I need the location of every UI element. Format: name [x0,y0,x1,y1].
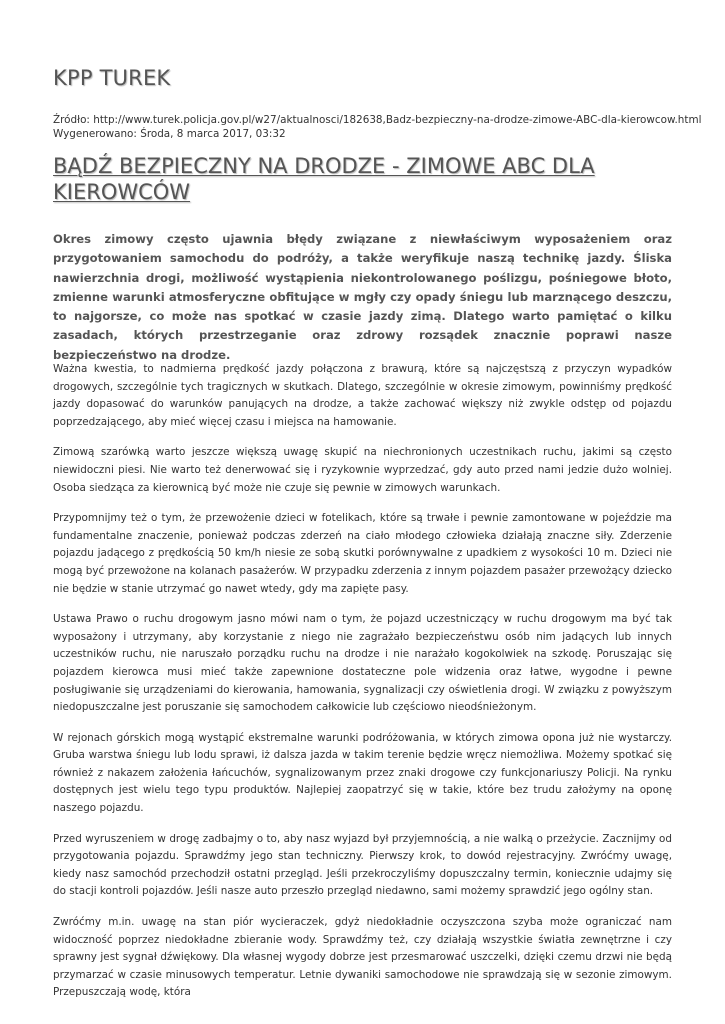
paragraph: Ważna kwestia, to nadmierna prędkość jazdy połączona z brawurą, które są najczęstszą z przyczyn wypadków drogowych, szczególnie tych tragicznych w skutkach. Dlatego, szczególnie w okresie zimowym, powinniśmy prędkość jazdy dopasować do warunków panujących na drodze, a także zachować większy niż zwykle odstęp od pojazdu poprzedzającego, aby mieć więcej czasu i miejsca na hamowanie. [53,363,672,428]
paragraph: W rejonach górskich mogą wystąpić ekstremalne warunki podróżowania, w których zimowa opona już nie wystarczy. Gruba warstwa śniegu lub lodu sprawi, iż dalsza jazda w takim terenie będzie wręcz niemożliwa. Możemy spotkać się również z nakazem założenia łańcuchów, sygnalizowanym przez znaki drogowe czy funkcjonariuszy Policji. Na rynku dostępnych jest wielu tego typu produktów. Najlepiej zaopatrzyć się w takie, które bez trudu założymy na oponę naszego pojazdu. [53,731,672,815]
site-title: KPP TUREK [53,66,171,90]
article-body [53,361,672,1015]
paragraph: Przypomnijmy też o tym, że przewożenie dzieci w fotelikach, które są trwałe i pewnie zamontowane w pojeździe ma fundamentalne znaczenie, ponieważ podczas zderzeń na ciało młodego człowieka działają znaczne siły. Zderzenie pojazdu jadącego z prędkością 50 km/h niesie ze sobą skutki porównywalne z upadkiem z wysokości 10 m. Dzieci nie mogą być przewożone na kolanach pasażerów. W przypadku zderzenia z innym pojazdem pasażer przewożący dziecko nie będzie w stanie utrzymać go nawet wtedy, gdy ma zapięte pasy. [53,512,672,595]
article-lead: Okres zimowy często ujawnia błędy związane z niewłaściwym wyposażeniem oraz przygotowaniem samochodu do podróży, a także weryfikuje naszą technikę jazdy. Śliska nawierzchnia drogi, możliwość wystąpienia niekontrolowanego poślizgu, pośniegowe błoto, zmienne warunki atmosferyczne obfitujące w mgły czy opady śniegu lub marznącego deszczu, to najgorsze, co może nas spotkać w czasie jazdy zimą. Dlatego warto pamiętać o kilku zasadach, których przestrzeganie oraz zdrowy rozsądek znacznie poprawi nasze bezpieczeństwo na drodze. [53,232,672,362]
article-title: BĄDŹ BEZPIECZNY NA DRODZE - ZIMOWE ABC DLA KIEROWCÓW [53,154,595,204]
paragraph: Zimową szarówką warto jeszcze większą uwagę skupić na niechronionych uczestnikach ruchu, jakimi są często niewidoczni piesi. Nie warto też denerwować się i ryzykownie wyprzedzać, gdy auto przed nami jedzie dużo wolniej. Osoba siedząca za kierownicą być może nie czuje się pewnie w zimowych warunkach. [53,446,672,494]
paragraph: Przed wyruszeniem w drogę zadbajmy o to, aby nasz wyjazd był przyjemnością, a nie walką o przeżycie. Zacznijmy od przygotowania pojazdu. Sprawdźmy jego stan techniczny. Pierwszy krok, to dowód rejestracyjny. Zwróćmy uwagę, kiedy nasz samochód przechodził ostatni przegląd. Jeśli przekroczyliśmy dopuszczalny termin, koniecznie udajmy się do stacji kontroli pojazdów. Jeśli nasze auto przeszło przegląd niedawno, sami możemy sprawdzić jego ogólny stan. [53,832,672,898]
document-meta [53,113,702,141]
generated-line: Wygenerowano: Środa, 8 marca 2017, 03:32 [53,128,286,140]
paragraph: Ustawa Prawo o ruchu drogowym jasno mówi nam o tym, że pojazd uczestniczący w ruchu drogowym ma być tak wyposażony i utrzymany, aby korzystanie z niego nie zagrażało bezpieczeństwu osób nim jadących lub innych uczestników ruchu, nie naruszało porządku ruchu na drodze i nie narażało kogokolwiek na szkodę. Poruszając się pojazdem kierowca musi mieć także zapewnione dostateczne pole widzenia oraz łatwe, wygodne i pewne posługiwanie się urządzeniami do kierowania, hamowania, sygnalizacji czy oświetlenia drogi. W związku z powyższym niedopuszczalne jest poruszanie się samochodem całkowicie lub częściowo nieodśnieżonym. [53,613,672,714]
paragraph: Zwróćmy m.in. uwagę na stan piór wycieraczek, gdyż niedokładnie oczyszczona szyba może ograniczać nam widoczność poprzez niedokładne zbieranie wody. Sprawdźmy też, czy działają wszystkie światła zewnętrzne i czy sprawny jest sygnał dźwiękowy. Dla własnej wygody dobrze jest przesmarować uszczelki, dzięki czemu drzwi nie będą przymarzać w czasie minusowych temperatur. Letnie dywaniki samochodowe nie sprawdzają się w sezonie zimowym. Przepuszczają wodę, która [53,916,672,999]
source-line: Źródło: http://www.turek.policja.gov.pl/w27/aktualnosci/182638,Badz-bezpieczny-na-drodze-zimowe-ABC-dla-kierowcow.html [53,114,702,126]
